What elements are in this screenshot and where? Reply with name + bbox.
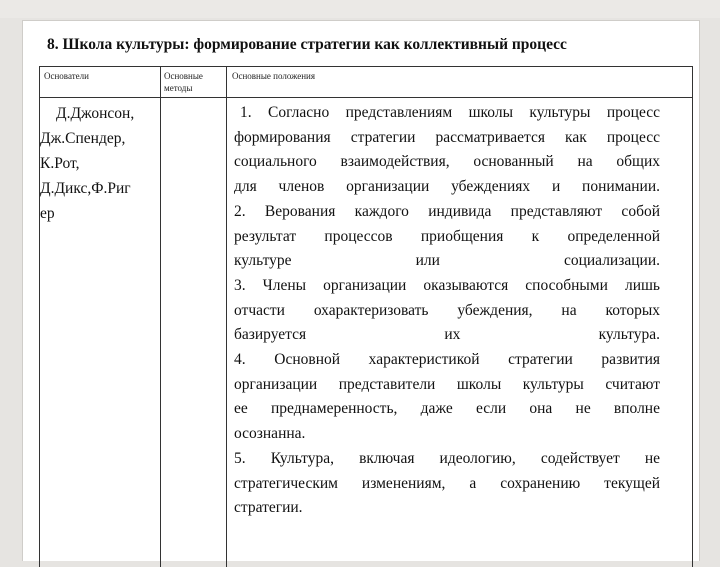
strategy-table xyxy=(39,66,693,567)
founders-cell xyxy=(40,101,158,226)
provisions-line: 2. Верования каждого индивида представляют собой xyxy=(234,202,660,220)
header-divider xyxy=(40,97,692,98)
header-founders: Основатели xyxy=(44,71,89,81)
founders-line: ер xyxy=(40,205,55,222)
provisions-line: ее преднамеренность, даже если она не вполне xyxy=(234,400,660,418)
provisions-line: базируется их культура. xyxy=(234,326,660,344)
provisions-line: организации представители школы культуры считают xyxy=(234,375,660,393)
provisions-line: осознанна. xyxy=(234,425,306,443)
founders-line: Д.Джонсон, xyxy=(56,105,135,122)
header-provisions: Основные положения xyxy=(232,71,315,81)
document-title: 8. Школа культуры: формирование стратегии как коллективный процесс xyxy=(47,36,567,53)
provisions-line: для членов организации убеждениях и понимании. xyxy=(234,178,660,196)
provisions-line: стратегическим изменениям, а сохранению текущей xyxy=(234,474,660,492)
provisions-line: социального взаимодействия, основанный на общих xyxy=(234,153,660,171)
column-divider-1 xyxy=(160,67,161,567)
document-page xyxy=(22,20,700,561)
provisions-line: результат процессов приобщения к определенной xyxy=(234,227,660,245)
column-divider-2 xyxy=(226,67,227,567)
provisions-cell xyxy=(234,101,660,521)
slide-background-top xyxy=(0,0,720,18)
provisions-line: стратегии. xyxy=(234,499,303,517)
header-methods: Основные методы xyxy=(164,71,203,93)
provisions-line: 5. Культура, включая идеологию, содействует не xyxy=(234,449,660,467)
founders-line: К.Рот, xyxy=(40,155,80,172)
founders-line: Д.Дикс,Ф.Риг xyxy=(40,180,131,197)
provisions-line: 3. Члены организации оказываются способными лишь xyxy=(234,276,660,294)
provisions-line: 4. Основной характеристикой стратегии развития xyxy=(234,351,660,369)
provisions-line: формирования стратегии рассматривается как процесс xyxy=(234,128,660,146)
provisions-line: культуре или социализации. xyxy=(234,252,660,270)
provisions-line: 1. Согласно представлениям школы культуры процесс xyxy=(240,104,660,121)
founders-line: Дж.Спендер, xyxy=(40,130,126,147)
provisions-line: отчасти охарактеризовать убеждения, на которых xyxy=(234,301,660,319)
